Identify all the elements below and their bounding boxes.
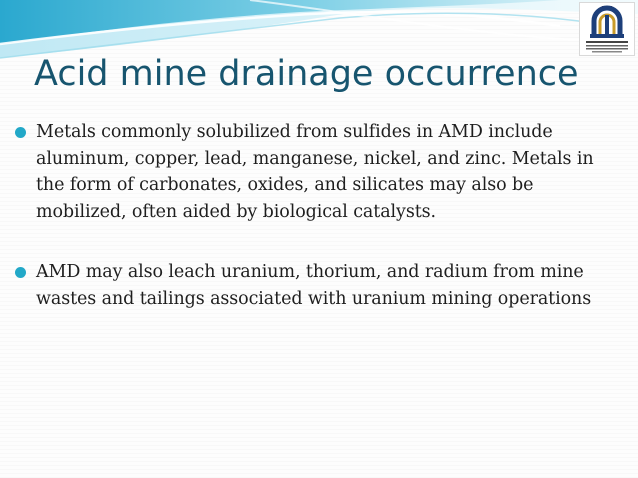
bullet-dot-icon bbox=[15, 267, 26, 278]
bullet-list bbox=[14, 119, 624, 312]
bullet-item bbox=[14, 119, 624, 225]
institution-emblem-icon bbox=[579, 2, 635, 56]
bullet-item bbox=[14, 259, 624, 312]
bullet-text: AMD may also leach uranium, thorium, and radium from mine wastes and tailings associated with uranium mining operations bbox=[36, 262, 592, 309]
slide-title: Acid mine drainage occurrence bbox=[34, 54, 579, 94]
bullet-text: Metals commonly solubilized from sulfides in AMD include aluminum, copper, lead, manganese, nickel, and zinc. Metals in the form of carbonates, oxides, and silicates may also be mobilized, often aided by biological catalysts. bbox=[36, 122, 594, 222]
bullet-dot-icon bbox=[15, 127, 26, 138]
